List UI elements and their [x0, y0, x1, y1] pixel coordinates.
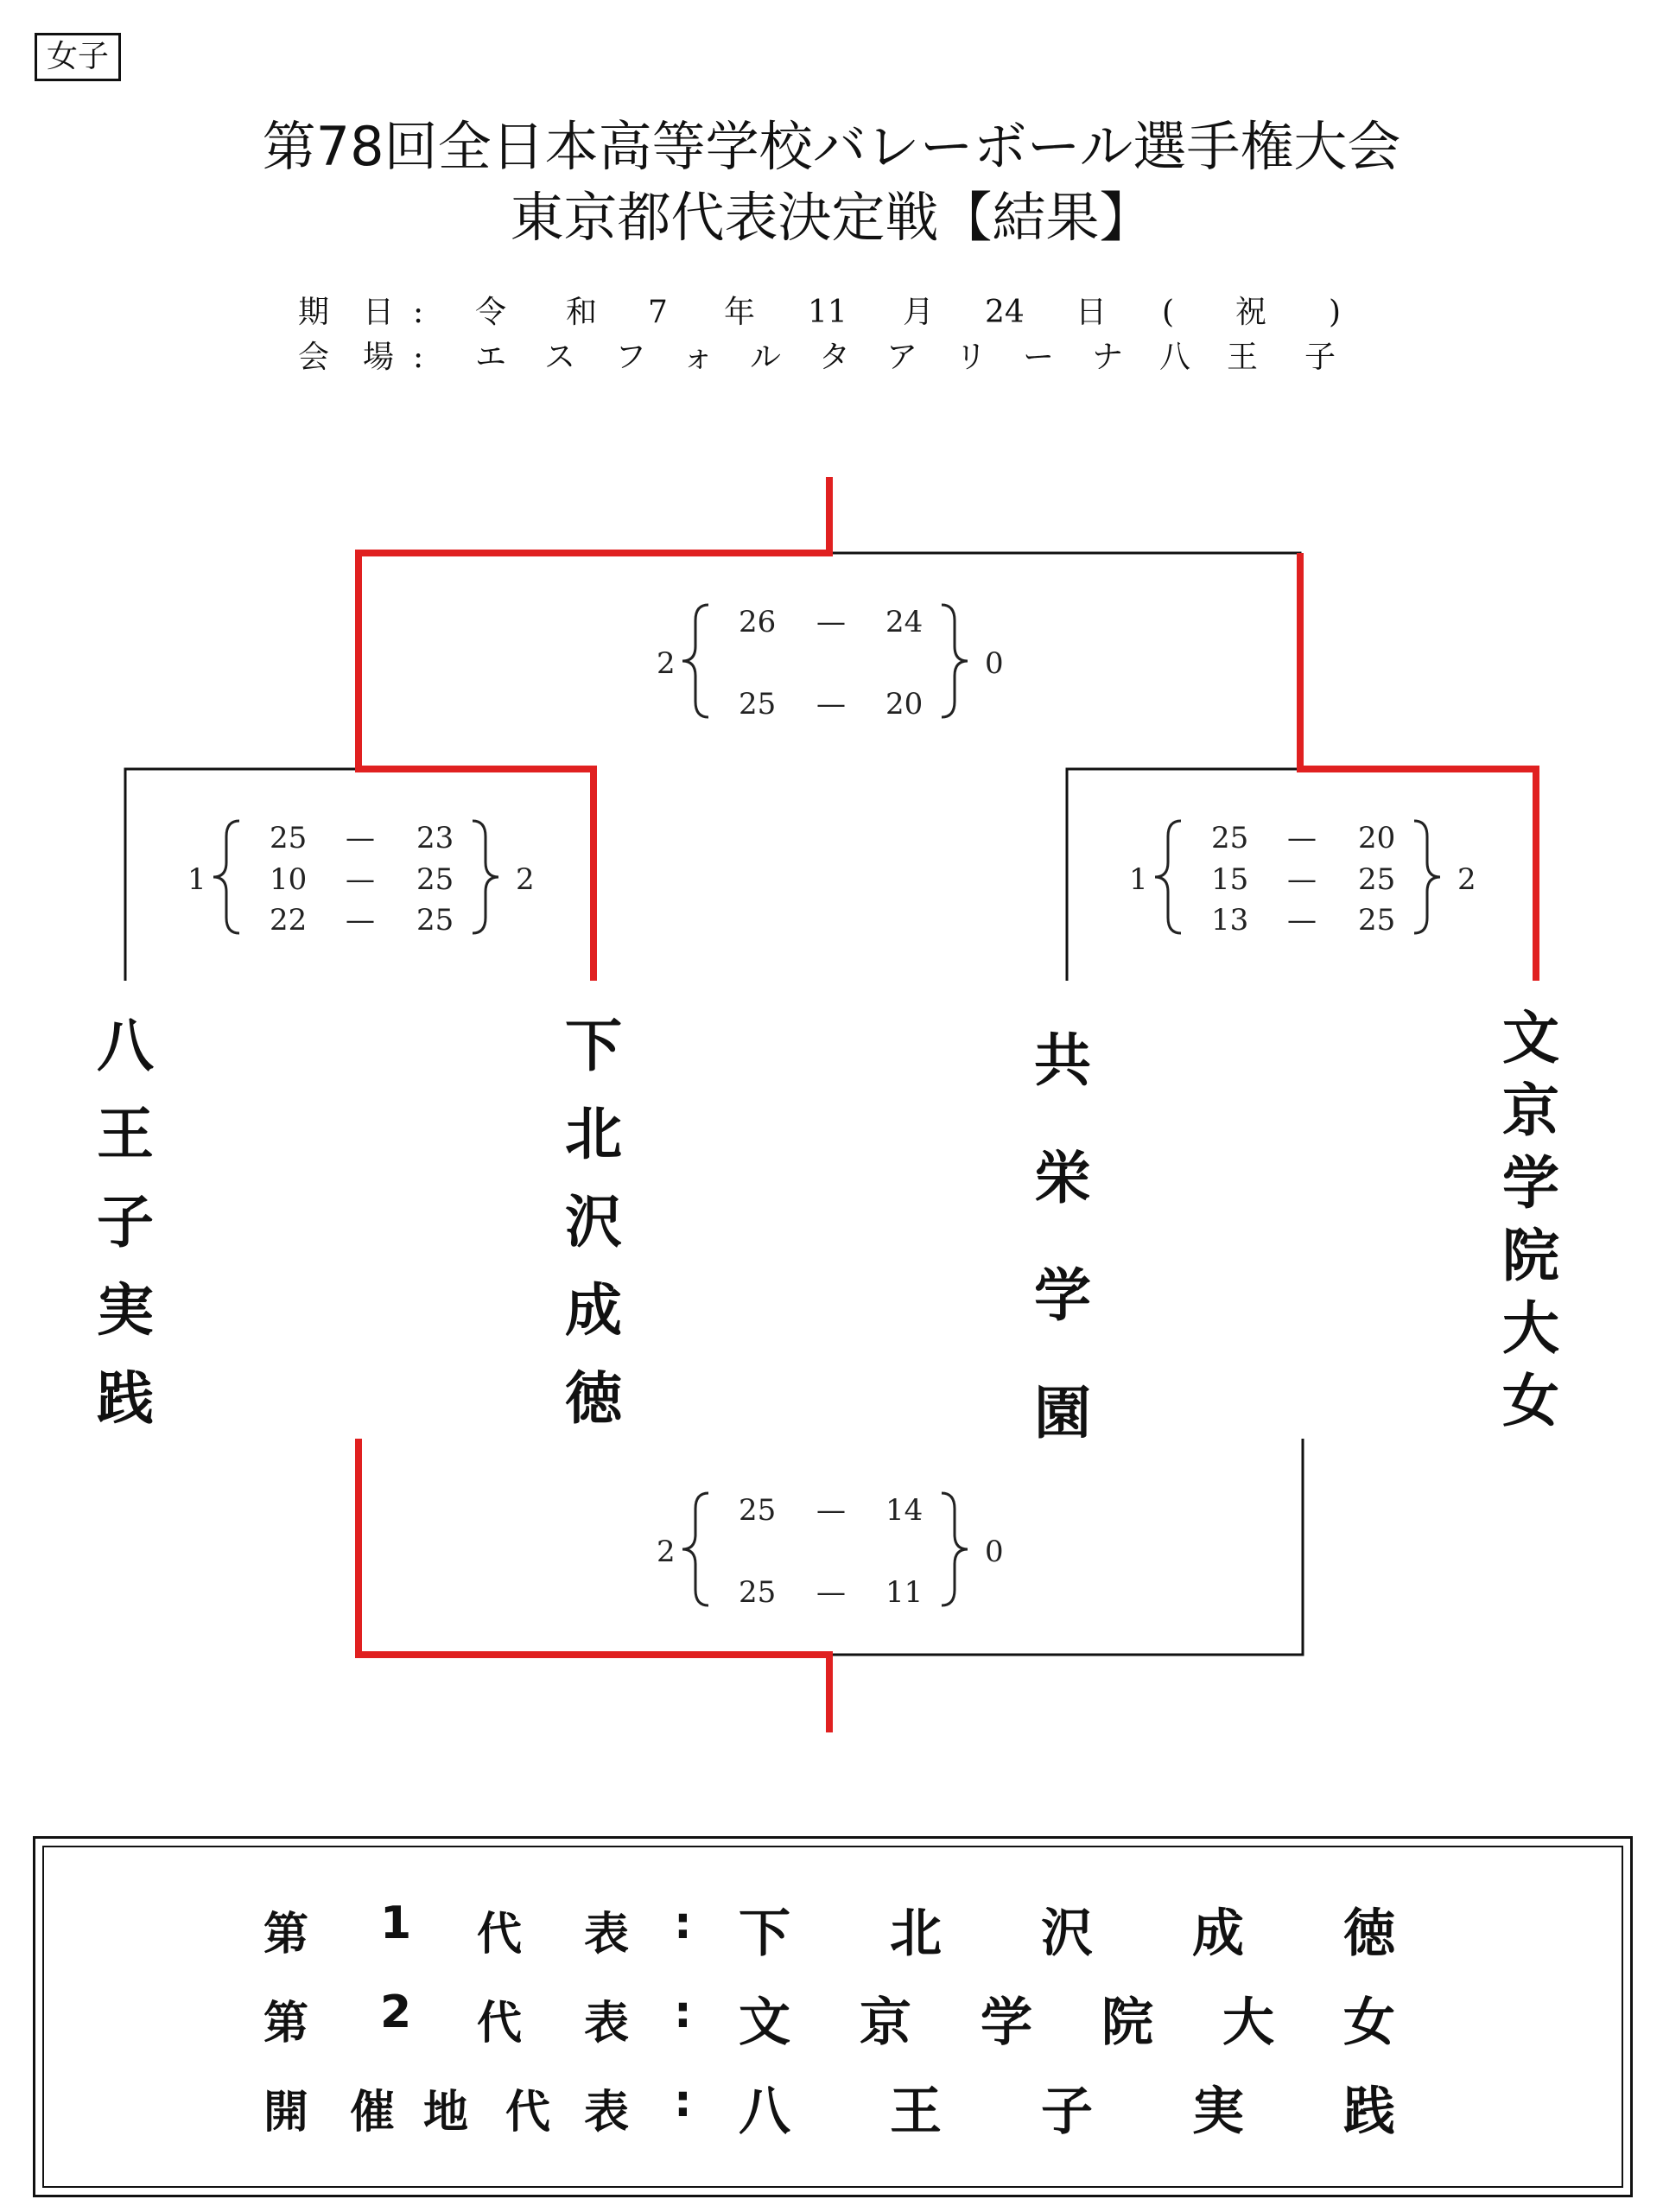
- venue-value: 王: [1227, 340, 1259, 375]
- result-team-char: 下: [739, 1904, 790, 1964]
- brace-group: [213, 605, 1440, 1605]
- sets-won: 2: [516, 862, 535, 897]
- dash: —: [346, 821, 375, 855]
- brace: [1155, 821, 1181, 933]
- result-row-2: [0, 1981, 1663, 2053]
- sets-won: 1: [1129, 862, 1148, 897]
- page-title: 第78回全日本高等学校バレーボール選手権大会: [262, 115, 1401, 178]
- venue-value: ル: [750, 340, 782, 375]
- game-score: 15: [1211, 862, 1249, 897]
- result-team-char: 学: [981, 1993, 1032, 2053]
- brace: [213, 821, 239, 933]
- brace: [682, 1493, 708, 1605]
- team-char: 践: [97, 1365, 154, 1432]
- venue-label-1: 会: [298, 340, 330, 375]
- date-value: 年: [724, 295, 756, 330]
- dash: —: [816, 687, 846, 721]
- date-value: ): [1329, 295, 1342, 330]
- date-value: 24: [985, 295, 1025, 330]
- game-score: 26: [739, 605, 777, 639]
- winner-line: [1300, 553, 1536, 981]
- result-row-3: [0, 2070, 1663, 2142]
- team-char: 学: [1502, 1150, 1559, 1217]
- bracket-line: [829, 553, 1300, 769]
- game-score: 25: [739, 1575, 777, 1610]
- result-team-char: 実: [1192, 2082, 1244, 2142]
- result-team-char: 女: [1343, 1993, 1395, 2053]
- game-score: 25: [1211, 821, 1249, 855]
- result-colon: :: [674, 1897, 692, 1949]
- dash: —: [1287, 903, 1317, 938]
- game-score: 10: [270, 862, 308, 897]
- venue-label-colon: :: [413, 340, 424, 375]
- brace: [1414, 821, 1440, 933]
- game-score: 20: [885, 687, 924, 721]
- team-char: 女: [1502, 1368, 1559, 1434]
- brace: [682, 605, 708, 717]
- venue-value: エ: [475, 340, 507, 375]
- date-value: 和: [566, 295, 598, 330]
- team-char: 院: [1502, 1223, 1559, 1289]
- game-score: 22: [270, 903, 308, 938]
- result-label-char: 表: [584, 1909, 630, 1961]
- result-label-char: 第: [263, 1909, 309, 1961]
- result-label-char: 代: [477, 1998, 523, 2050]
- result-team-char: 践: [1343, 2082, 1395, 2142]
- game-score: 25: [1358, 862, 1396, 897]
- game-score: 25: [1358, 903, 1396, 938]
- result-label-char: 表: [584, 2087, 630, 2139]
- game-score: 13: [1211, 903, 1249, 938]
- result-team-char: 北: [890, 1904, 942, 1964]
- team-bunkyo-gakuin-daijo: [1488, 1002, 1574, 1438]
- dash: —: [816, 605, 846, 639]
- dash: —: [346, 862, 375, 897]
- date-value: (: [1162, 295, 1175, 330]
- venue-value: ナ: [1092, 340, 1124, 375]
- bracket-line: [1067, 769, 1300, 981]
- team-char: 栄: [1034, 1145, 1091, 1211]
- date-label-1: 期: [298, 295, 330, 330]
- date-value: 祝: [1235, 295, 1267, 330]
- date-label-colon: :: [413, 295, 424, 330]
- dash: —: [346, 903, 375, 938]
- bracket-line: [125, 769, 359, 981]
- game-score: 25: [739, 1493, 777, 1528]
- result-colon: :: [674, 1986, 692, 2038]
- result-team-char: 大: [1222, 1993, 1274, 2053]
- game-score: 20: [1358, 821, 1396, 855]
- sets-won: 2: [1457, 862, 1476, 897]
- dash: —: [816, 1493, 846, 1528]
- result-label-char: 第: [263, 1998, 309, 2050]
- game-score: 25: [416, 903, 454, 938]
- sets-won: 2: [657, 646, 676, 681]
- venue-value: タ: [819, 340, 851, 375]
- result-team-char: 沢: [1041, 1904, 1093, 1964]
- result-label-char: 2: [380, 1986, 412, 2038]
- team-hachioji-jissen: [82, 1002, 168, 1443]
- game-score: 25: [739, 687, 777, 721]
- sets-won: 0: [985, 1535, 1004, 1569]
- team-char: 大: [1502, 1295, 1559, 1362]
- sets-won: 0: [985, 646, 1004, 681]
- dash: —: [816, 1575, 846, 1610]
- team-char: 下: [565, 1013, 622, 1079]
- result-label-char: 1: [380, 1897, 412, 1949]
- sets-won: 2: [657, 1535, 676, 1569]
- sets-won: 1: [187, 862, 206, 897]
- team-char: 共: [1034, 1027, 1091, 1094]
- team-char: 学: [1034, 1262, 1091, 1329]
- venue-value: ォ: [682, 340, 714, 375]
- result-team-char: 王: [890, 2082, 942, 2142]
- venue-value: 八: [1159, 340, 1191, 375]
- team-char: 八: [97, 1013, 154, 1079]
- date-label-2: 日: [363, 295, 395, 330]
- venue-value: リ: [955, 340, 987, 375]
- game-score: 14: [885, 1493, 924, 1528]
- team-char: 実: [97, 1277, 154, 1344]
- dash: —: [1287, 862, 1317, 897]
- date-value: 11: [808, 295, 847, 330]
- team-char: 王: [97, 1101, 154, 1167]
- result-label-char: 代: [477, 1909, 523, 1961]
- result-team-char: 院: [1101, 1993, 1153, 2053]
- date-value: 日: [1076, 295, 1108, 330]
- game-score: 23: [416, 821, 454, 855]
- dash: —: [1287, 821, 1317, 855]
- team-char: 成: [565, 1277, 622, 1344]
- brace: [473, 821, 498, 933]
- page-subtitle: 東京都代表決定戦【結果】: [510, 186, 1153, 249]
- result-team-char: 徳: [1343, 1904, 1395, 1964]
- team-char: 園: [1034, 1380, 1091, 1446]
- game-score: 25: [270, 821, 308, 855]
- venue-value: ス: [544, 340, 576, 375]
- result-colon: :: [674, 2075, 692, 2127]
- category-tag: 女子: [35, 33, 121, 81]
- result-team-char: 子: [1041, 2082, 1093, 2142]
- result-team-char: 成: [1192, 1904, 1244, 1964]
- team-kyoei-gakuen: [1019, 1002, 1106, 1472]
- team-char: 文: [1502, 1005, 1559, 1071]
- result-label-char: 代: [505, 2087, 551, 2139]
- result-label-char: 表: [584, 1998, 630, 2050]
- result-team-char: 八: [739, 2082, 790, 2142]
- result-label-char: 地: [423, 2087, 469, 2139]
- brace: [942, 605, 968, 717]
- venue-value: ー: [1023, 340, 1055, 375]
- date-value: 月: [903, 295, 935, 330]
- team-shimokitazawa-seitoku: [550, 1002, 637, 1443]
- game-score: 25: [416, 862, 454, 897]
- game-score: 11: [885, 1575, 924, 1610]
- brace: [942, 1493, 968, 1605]
- result-label-char: 開: [263, 2087, 309, 2139]
- result-row-1: [0, 1892, 1663, 1964]
- venue-value: 子: [1304, 340, 1336, 375]
- venue-label-2: 場: [363, 340, 395, 375]
- result-team-char: 京: [860, 1993, 911, 2053]
- date-value: 令: [475, 295, 507, 330]
- team-char: 子: [97, 1189, 154, 1255]
- team-char: 京: [1502, 1077, 1559, 1144]
- date-value: 7: [648, 295, 668, 330]
- team-char: 北: [565, 1101, 622, 1167]
- venue-value: ア: [886, 340, 918, 375]
- game-score: 24: [885, 605, 924, 639]
- result-label-char: 催: [350, 2087, 396, 2139]
- team-char: 徳: [565, 1365, 622, 1432]
- team-char: 沢: [565, 1189, 622, 1255]
- result-team-char: 文: [739, 1993, 790, 2053]
- venue-value: フ: [615, 340, 647, 375]
